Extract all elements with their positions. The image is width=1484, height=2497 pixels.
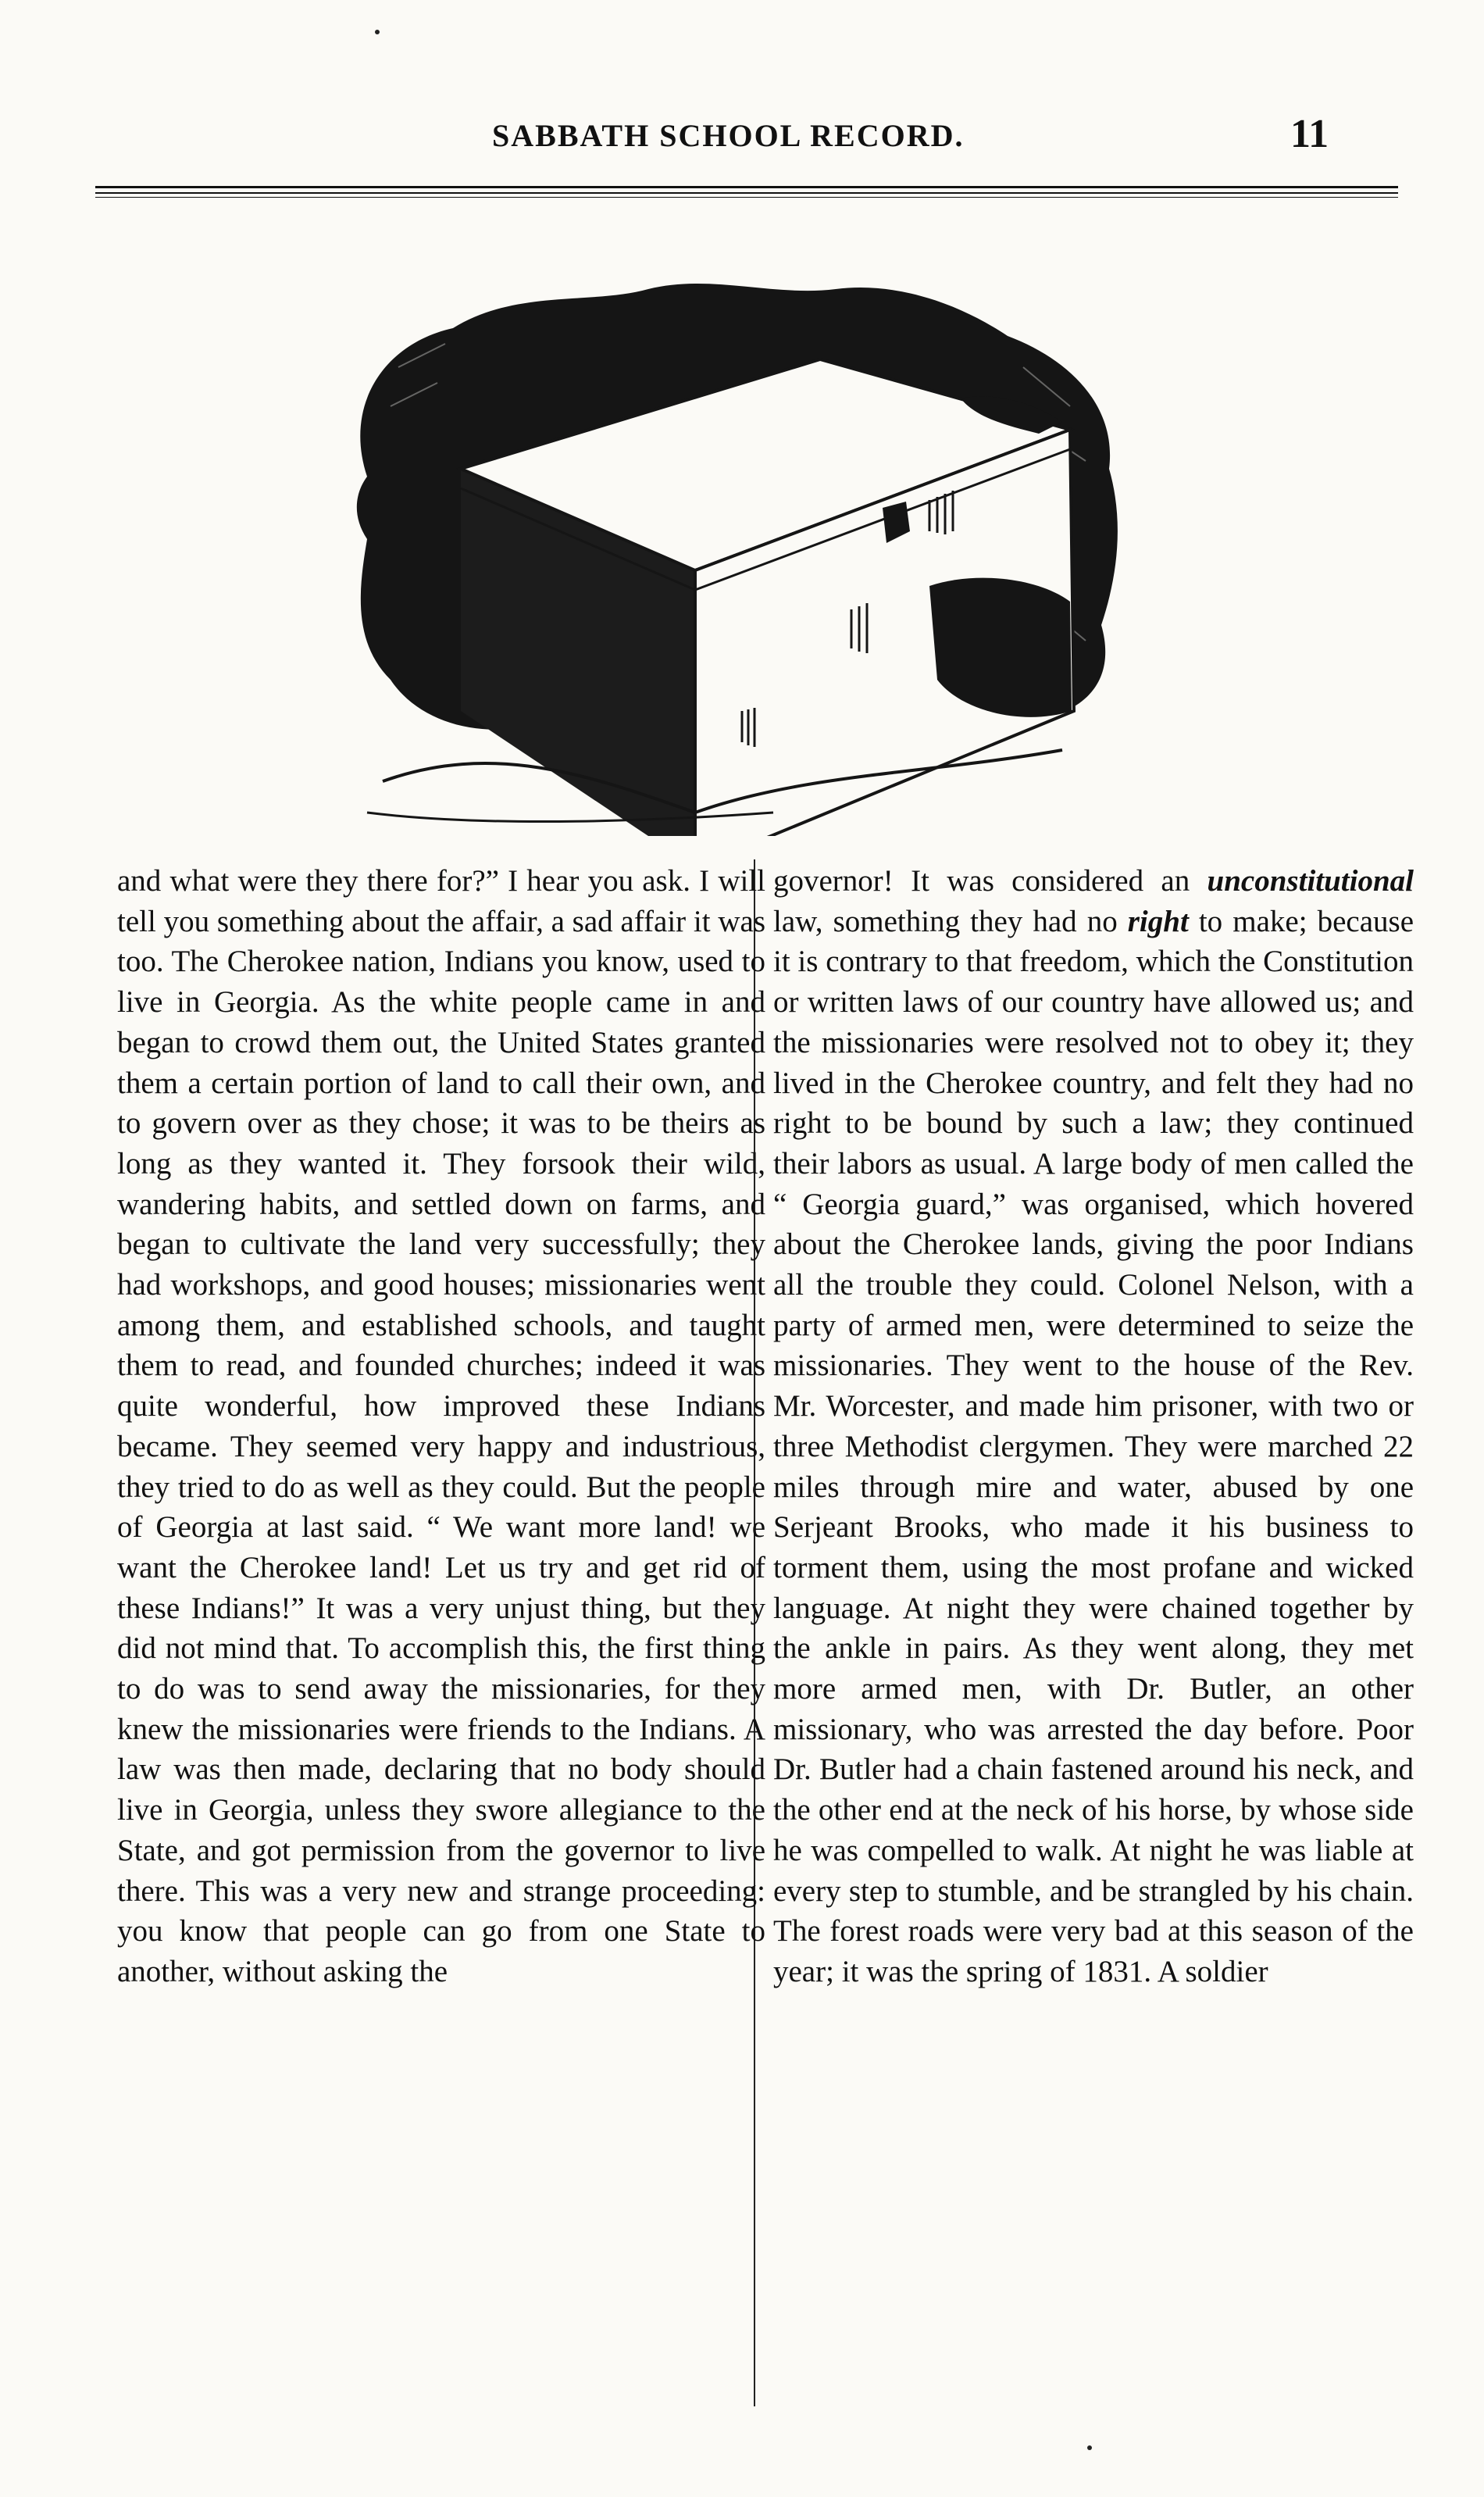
text-column-left [117, 861, 765, 1992]
header-rule [95, 186, 1398, 188]
text-run: law, something they had no [773, 904, 1128, 938]
page-number: 11 [1290, 112, 1329, 156]
ink-speck [375, 30, 380, 34]
emphasis-right: right [1127, 904, 1189, 938]
emphasis-unconstitutional: unconstitutional [1207, 864, 1414, 898]
paragraph-right [773, 861, 1414, 1992]
running-title: SABBATH SCHOOL RECORD. [492, 118, 965, 153]
paragraph-left: and what were they there for?” I hear you ask. I will tell you something about the affair, a sad affair it was too. The Cherokee nation, Indians you know, used to live in Georgia. As the white people came in and began to crowd them out, the United States granted them a certain portion of land to call their own, and to govern over as they chose; it was to be theirs as long as they wanted it. They forsook their wild, wandering habits, and settled down on farms, and began to cultivate the land very successfully; they had workshops, and good houses; missionaries went among them, and established schools, and taught them to read, and founded churches; indeed it was quite wonderful, how improved these Indians became. They seemed very happy and industrious, they tried to do as well as they could. But the people of Georgia at last said. “ We want more land! we want the Cherokee land! Let us try and get rid of these Indians!” It was a very unjust thing, but they did not mind that. To accomplish this, the first thing to do was to send away the missionaries, for they knew the missionaries were friends to the Indians. A law was then made, declaring that no body should live in Georgia, unless they swore allegiance to the State, and got permission from the governor to live there. This was a very new and strange proceeding: you know that people can go from one State to another, without asking the [117, 864, 765, 1988]
text-run: governor! It was considered an [773, 864, 1208, 898]
header-rule [95, 197, 1398, 198]
header-rule [95, 192, 1398, 194]
chest-illustration [336, 273, 1133, 836]
text-column-right [773, 861, 1414, 1992]
running-head [0, 112, 1484, 164]
text-run: to make; because it is contrary to that freedom, which the Constitution or written laws of our country have allowed us; and the missionaries were resolved not to obey it; they lived in the Cherokee country, and felt they had no right to be bound by such a law; they continued their labors as usual. A large body of men called the “ Georgia guard,” was organised, which hovered about the Cherokee lands, giving the poor Indians all the trouble they could. Colonel Nelson, with a party of armed men, were determined to seize the missionaries. They went to the house of the Rev. Mr. Worcester, and made him prisoner, with two or three Methodist clergymen. They were marched 22 miles through mire and water, abused by one Serjeant Brooks, who made it his business to torment them, using the most profane and wicked language. At night they were chained together by the ankle in pairs. As they went along, they met more armed men, with Dr. Butler, an other missionary, who was arrested the day before. Poor Dr. Butler had a chain fastened around his neck, and the other end at the neck of his horse, by whose side he was compelled to walk. At night he was liable at every step to stumble, and be strangled by his chain. The forest roads were very bad at this season of the year; it was the spring of 1831. A soldier [773, 904, 1414, 1988]
chest-engraving [336, 273, 1133, 836]
ink-speck [1087, 2445, 1092, 2450]
